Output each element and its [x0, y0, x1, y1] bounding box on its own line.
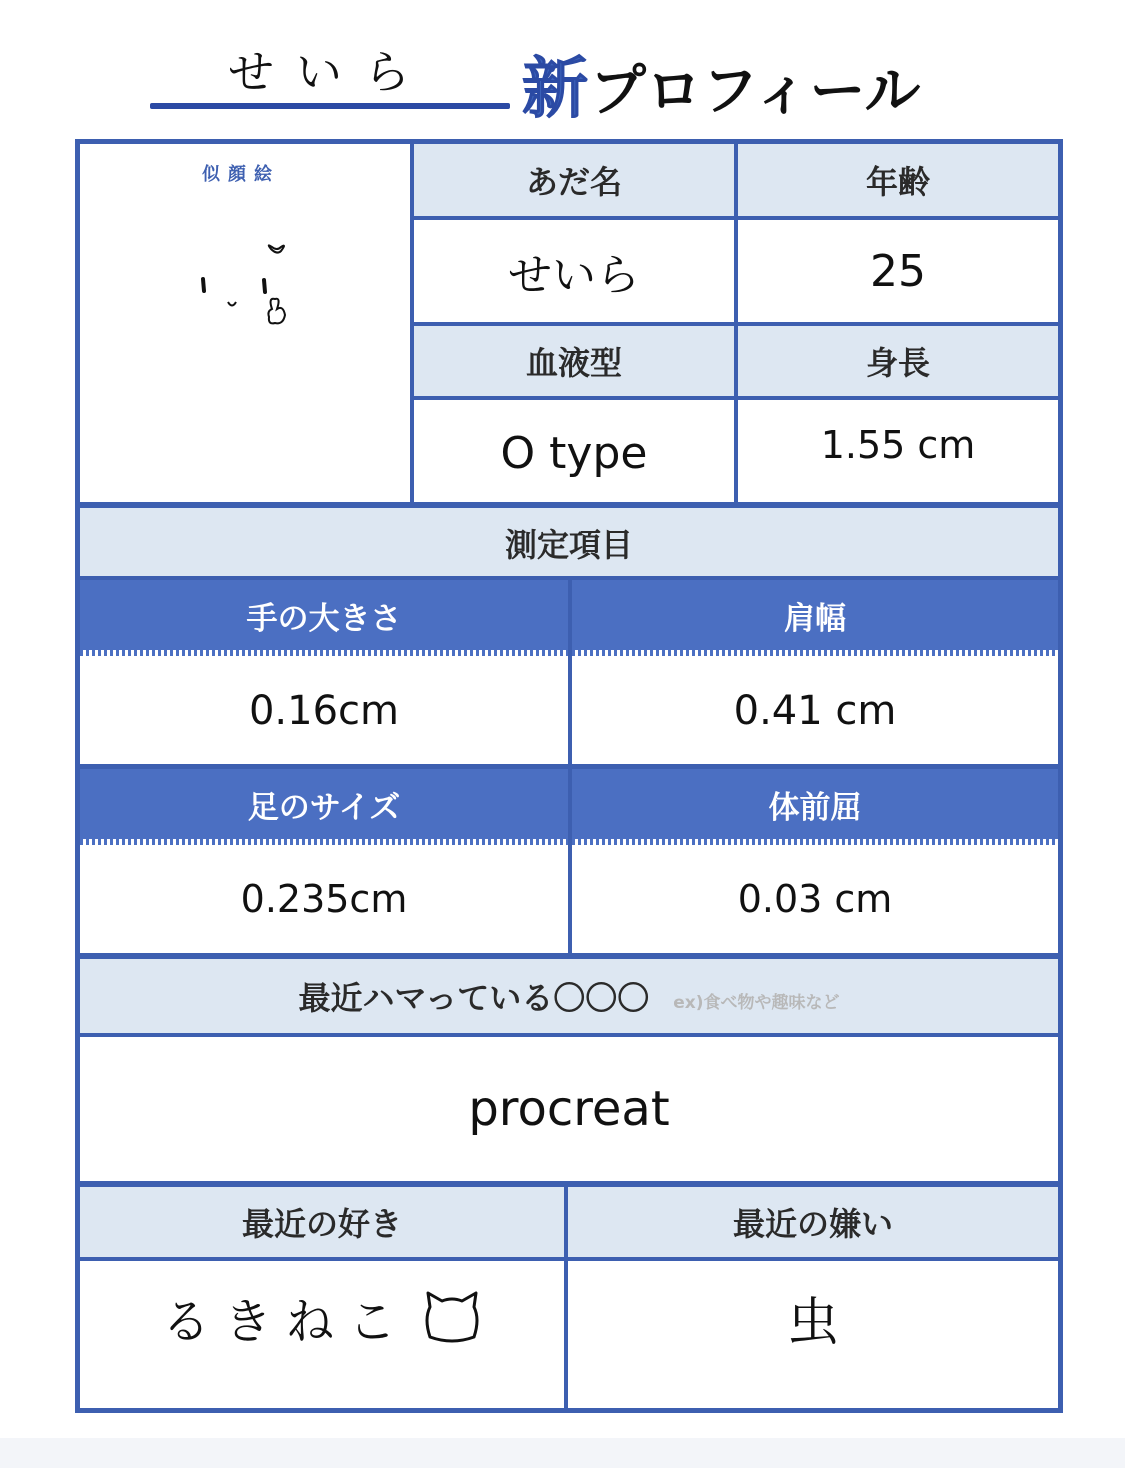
- nickname-header: あだ名: [414, 144, 734, 216]
- height-header: 身長: [738, 326, 1058, 396]
- blood-type-value: O type: [500, 427, 648, 479]
- title-accent: 新: [522, 50, 588, 127]
- forward-bend-header: 体前屈: [572, 769, 1058, 839]
- foot-size-header: 足のサイズ: [80, 769, 568, 839]
- hobby-header: [80, 959, 1058, 1033]
- foot-size-value: 0.235cm: [240, 877, 408, 921]
- dislikes-value: 虫: [786, 1292, 839, 1353]
- measurements-header: 測定項目: [80, 508, 1058, 578]
- nickname-value: せいら: [508, 250, 640, 301]
- likes-header: 最近の好き: [80, 1187, 564, 1257]
- hobby-label: 最近ハマっている〇〇〇: [298, 979, 650, 1017]
- cat-face-icon: [422, 1289, 482, 1345]
- age-header: 年齢: [738, 144, 1058, 216]
- page-bottom-band: [0, 1438, 1125, 1468]
- page-title: [522, 32, 921, 127]
- name-underline: [150, 103, 510, 109]
- likes-text: るきねこ: [161, 1293, 410, 1350]
- forward-bend-value: 0.03 cm: [737, 877, 893, 921]
- shoulder-width-value: 0.41 cm: [733, 688, 897, 734]
- age-value: 25: [870, 245, 926, 297]
- hobby-hint: ex)食べ物や趣味など: [673, 992, 840, 1013]
- portrait-box: [80, 144, 410, 506]
- hand-size-value: 0.16cm: [248, 688, 400, 734]
- dislikes-header: 最近の嫌い: [568, 1187, 1058, 1257]
- hand-size-header: 手の大きさ: [80, 580, 568, 650]
- hobby-value: procreat: [468, 1081, 670, 1137]
- height-value: 1.55 cm: [820, 423, 976, 467]
- handwritten-name: せいら: [228, 45, 432, 99]
- shoulder-width-header: 肩幅: [572, 580, 1058, 650]
- title-text: プロフィール: [590, 59, 921, 124]
- portrait-label: 似顔絵: [202, 164, 280, 185]
- face-doodle: [195, 239, 305, 334]
- likes-value: [80, 1261, 564, 1373]
- blood-type-header: 血液型: [414, 326, 734, 396]
